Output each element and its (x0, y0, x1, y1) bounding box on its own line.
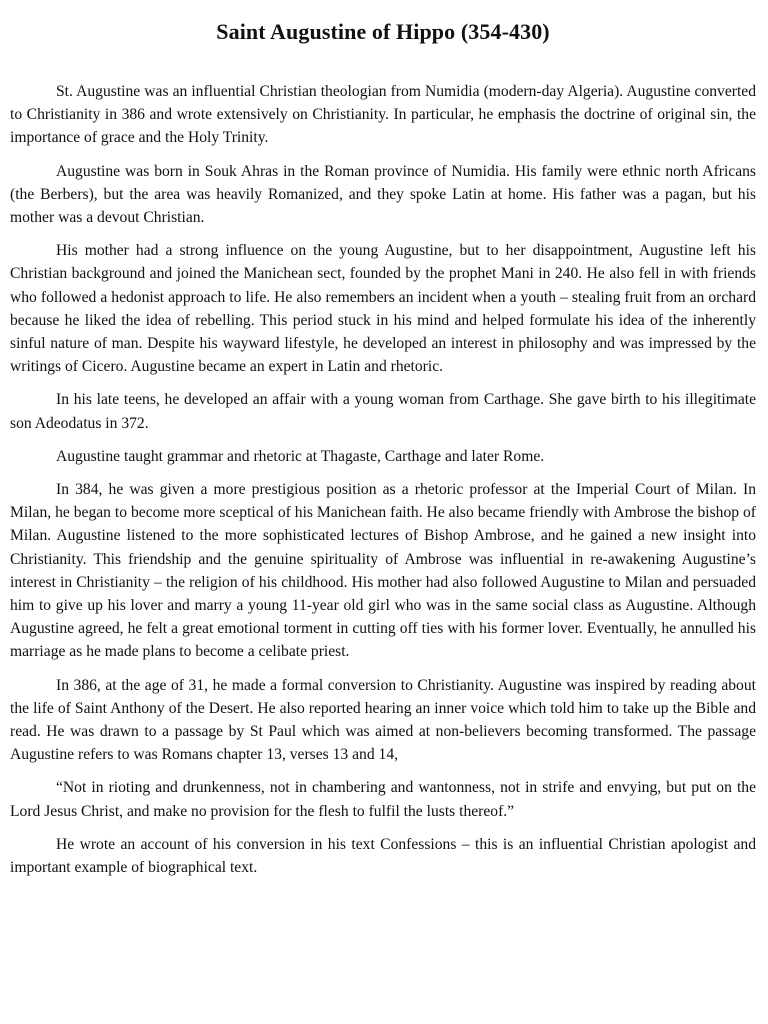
paragraph-mother-influence: His mother had a strong influence on the young Augustine, but to her disappointment, Augustine left his Christian background and joined the Manichean sect, founded by the prophet Mani in 240. He also fell in with friends who followed a hedonist approach to life. He also remembers an incident when a youth – stealing fruit from an orchard because he liked the idea of rebelling. This period stuck in his mind and helped formulate his idea of the inherently sinful nature of man. Despite his wayward lifestyle, he developed an interest in philosophy and was impressed by the writings of Cicero. Augustine became an expert in Latin and rhetoric. (10, 242, 756, 376)
paragraph-quote: “Not in rioting and drunkenness, not in chambering and wantonness, not in strife and envying, but put on the Lord Jesus Christ, and make no provision for the flesh to fulfil the lusts thereof.” (10, 779, 756, 820)
paragraph-late-teens: In his late teens, he developed an affair with a young woman from Carthage. She gave birth to his illegitimate son Adeodatus in 372. (10, 391, 756, 432)
paragraph-birth: Augustine was born in Souk Ahras in the Roman province of Numidia. His family were ethnic north Africans (the Berbers), but the area was heavily Romanized, and they spoke Latin at home. His father was a pagan, but his mother was a devout Christian. (10, 162, 756, 227)
page-title: Saint Augustine of Hippo (354-430) (216, 19, 550, 44)
paragraph-intro: St. Augustine was an influential Christian theologian from Numidia (modern-day Algeria). Augustine converted to Christianity in 386 and wrote extensively on Christianity. In particular, he emphasis the doctrine of original sin, the importance of grace and the Holy Trinity. (10, 83, 756, 147)
paragraph-milan: In 384, he was given a more prestigious position as a rhetoric professor at the Imperial Court of Milan. In Milan, he began to become more sceptical of his Manichean faith. He also became friendly with Ambrose the bishop of Milan. Augustine listened to the more sophisticated lectures of Bishop Ambrose, and he gained a new insight into Christianity. This friendship and the genuine spirituality of Ambrose was influential in re-awakening Augustine’s interest in Christianity – the religion of his childhood. His mother had also followed Augustine to Milan and persuaded him to give up his lover and marry a young 11-year old girl who was in the same social class as Augustine. Although Augustine agreed, he felt a great emotional torment in cutting off ties with his former lover. Eventually, he annulled his marriage as he made plans to become a celibate priest. (10, 481, 756, 661)
paragraph-conversion: In 386, at the age of 31, he made a formal conversion to Christianity. Augustine was inspired by reading about the life of Saint Anthony of the Desert. He also reported hearing an inner voice which told him to take up the Bible and read. He was drawn to a passage by St Paul which was aimed at non-believers becoming transformed. The passage Augustine refers to was Romans chapter 13, verses 13 and 14, (10, 676, 756, 764)
paragraph-confessions: He wrote an account of his conversion in his text Confessions – this is an influential Christian apologist and important example of biographical text. (10, 835, 756, 877)
paragraph-teaching: Augustine taught grammar and rhetoric at Thagaste, Carthage and later Rome. (56, 447, 545, 465)
